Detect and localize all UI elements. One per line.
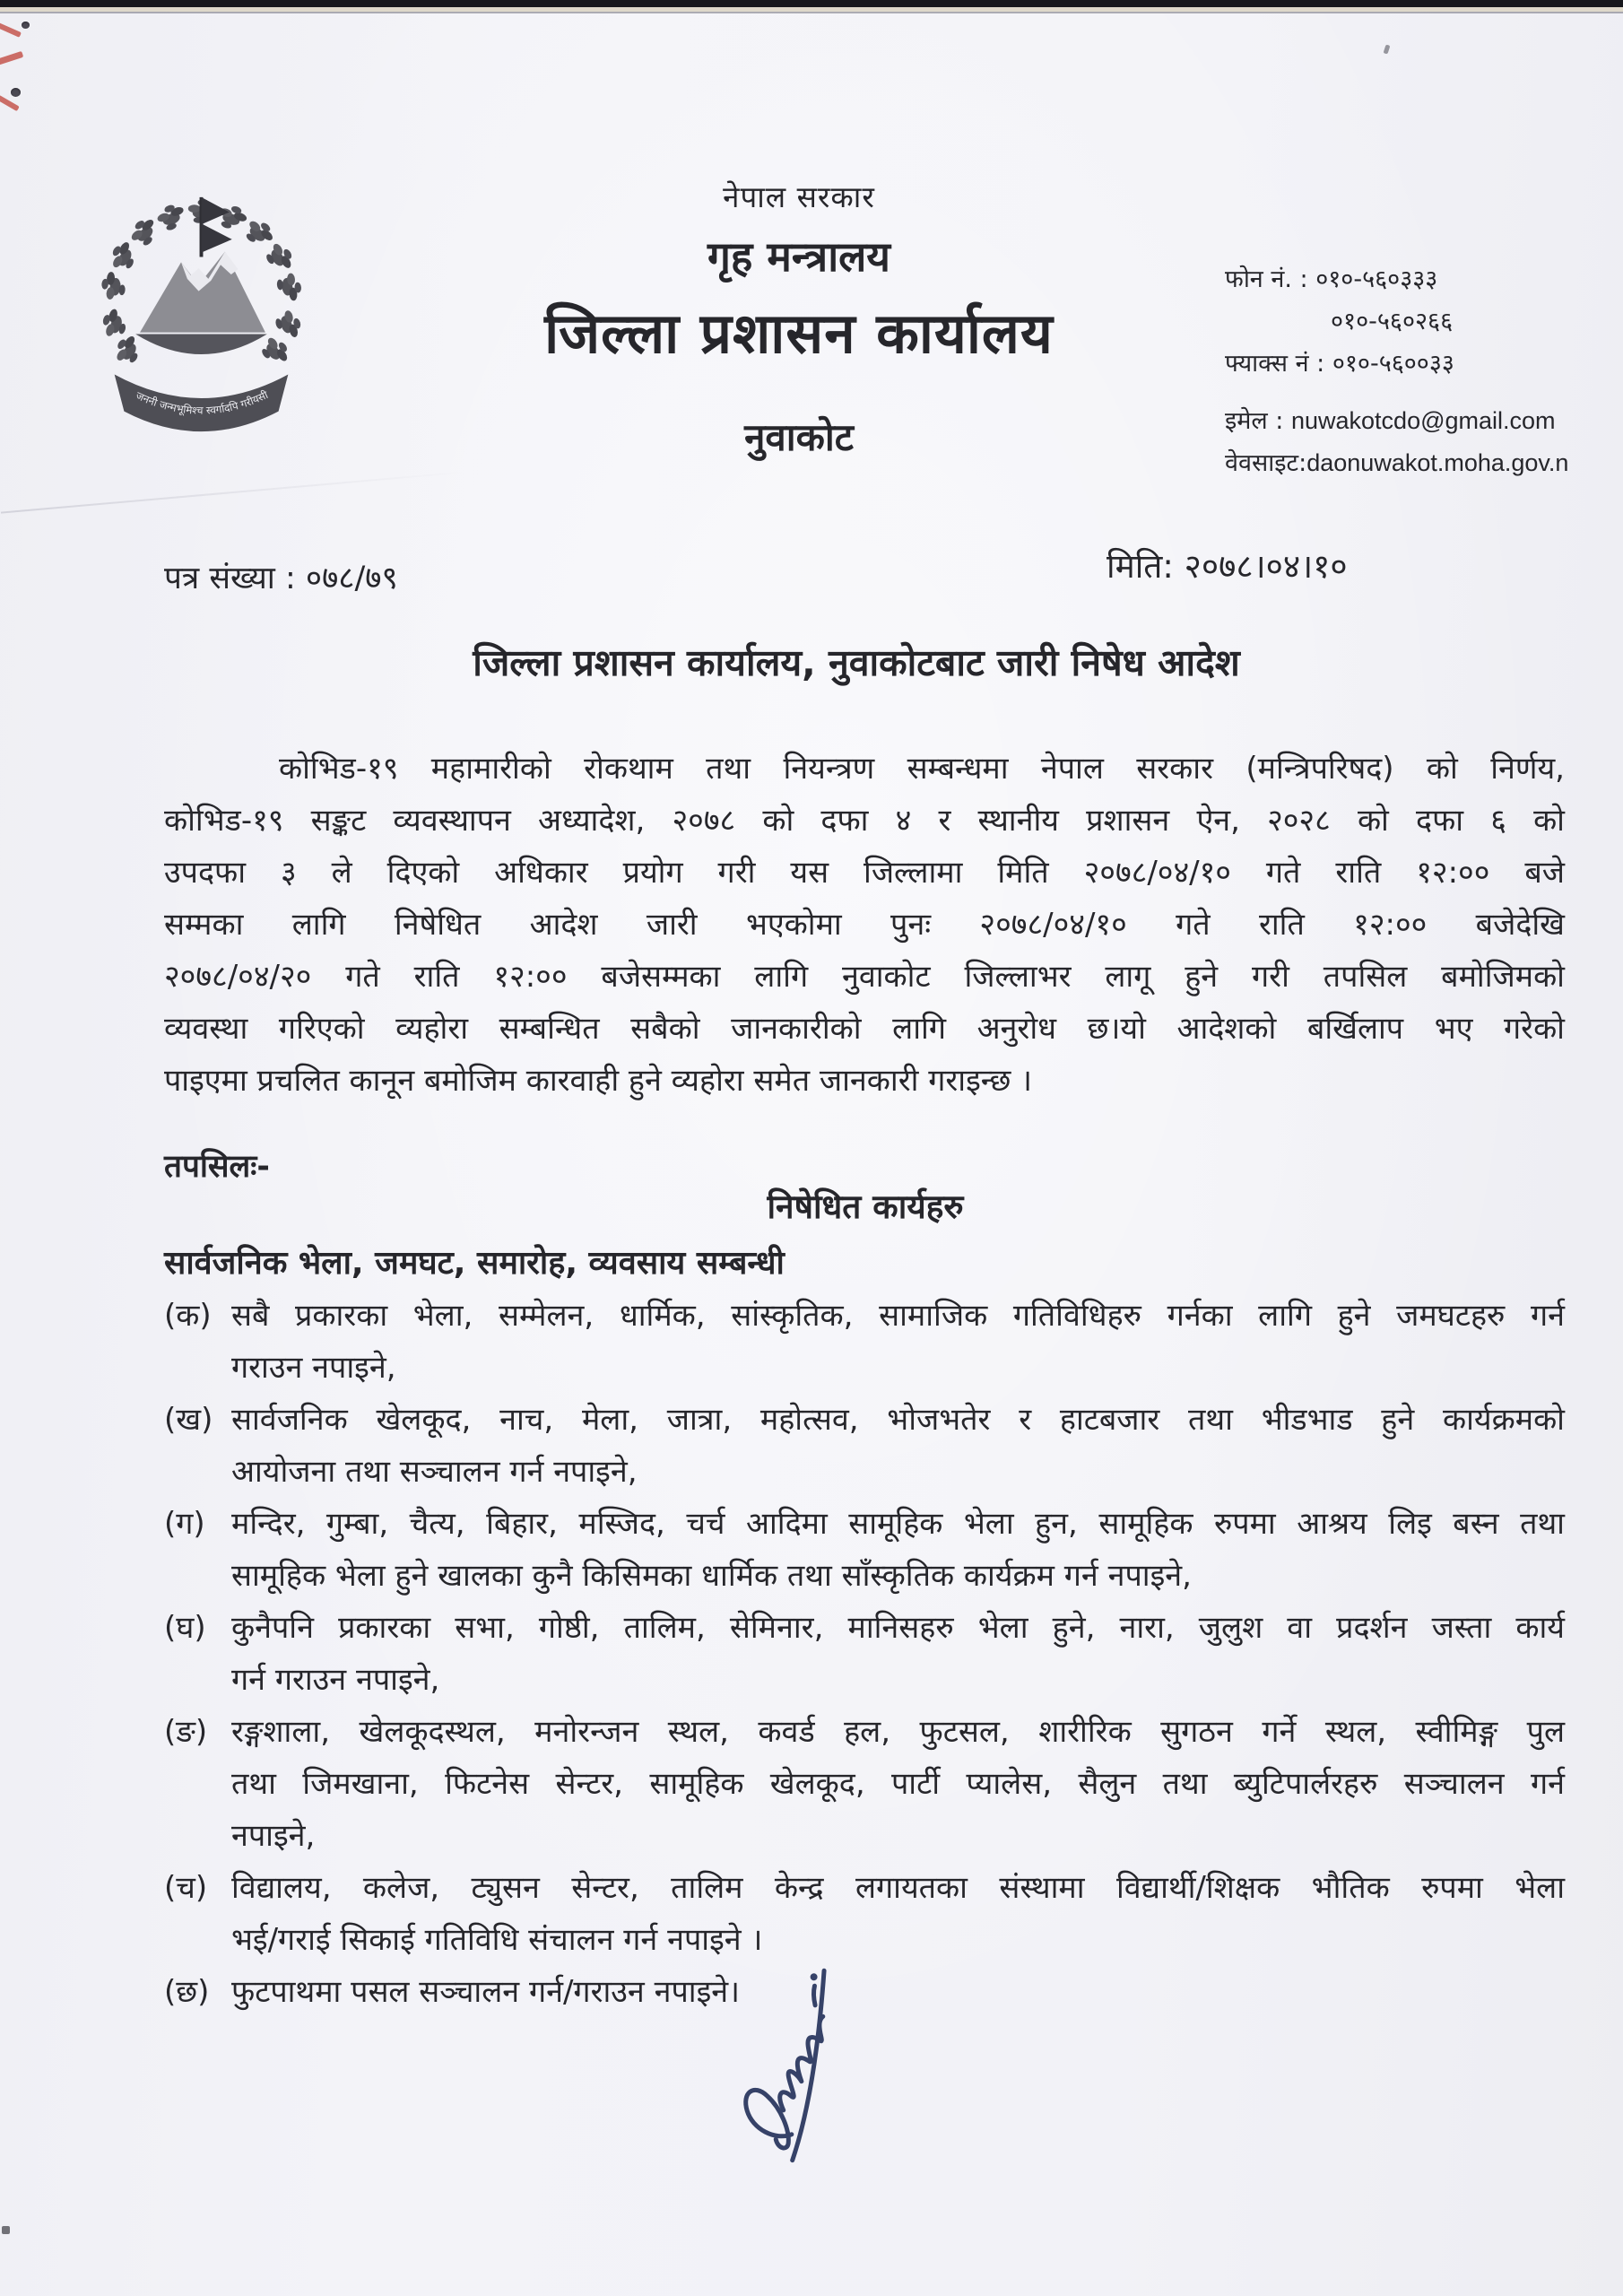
item-line: भई/गराई सिकाई गतिविधि संचालन गर्न नपाइने । [231, 1922, 763, 1958]
list-item [164, 1706, 1565, 1862]
item-lines [231, 1706, 1565, 1862]
document-title: जिल्ला प्रशासन कार्यालय, नुवाकोटबाट जारी निषेध आदेश [473, 641, 1240, 684]
item-label: (च) [164, 1870, 208, 1906]
scan-speck [2, 2226, 10, 2234]
body-line: उपदफा ३ ले दिएको अधिकार प्रयोग गरी यस जिल्लामा मिति २०७८/०४/१० गते राति १२:०० बजे [164, 855, 1565, 891]
item-lines [231, 1498, 1565, 1602]
item-label: (ङ) [164, 1714, 208, 1750]
item-label: (घ) [164, 1610, 206, 1646]
item-line: गराउन नपाइने, [231, 1350, 396, 1386]
body-paragraph [164, 743, 1565, 1107]
letter-number-line [164, 556, 398, 598]
contact-block [1225, 258, 1568, 484]
item-line: कुनैपनि प्रकारका सभा, गोष्ठी, तालिम, सेमिनार, मानिसहरु भेला हुने, नारा, जुलुश वा प्रदर्शन जस्ता कार्य [231, 1610, 1565, 1646]
item-lines [231, 1602, 1565, 1706]
item-line: मन्दिर, गुम्बा, चैत्य, बिहार, मस्जिद, चर्च आदिमा सामूहिक भेला हुन, सामूहिक रुपमा आश्रय लिइ बस्न तथा [231, 1506, 1565, 1542]
body-line: सम्मका लागि निषेधित आदेश जारी भएकोमा पुनः २०७८/०४/१० गते राति १२:०० बजेदेखि [164, 907, 1565, 943]
paper-crease [1, 471, 465, 513]
item-lines [231, 1394, 1565, 1498]
item-label: (ग) [164, 1506, 205, 1542]
fax-label: फ्याक्स नं : [1225, 350, 1325, 378]
emblem-motto: जननी जन्मभूमिश्च स्वर्गादपि गरीयसी [134, 388, 271, 417]
website-line [1225, 442, 1568, 484]
item-line: तथा जिमखाना, फिटनेस सेन्टर, सामूहिक खेलकूद, पार्टी प्यालेस, सैलुन तथा ब्युटिपार्लरहरु सञ्चालन गर्न [231, 1766, 1565, 1802]
section-heading: निषेधित कार्यहरु [767, 1187, 964, 1226]
item-line: आयोजना तथा सञ्चालन गर्न नपाइने, [231, 1454, 638, 1490]
tapasil-label: तपसिलः- [164, 1149, 270, 1185]
phone-number-2: ०१०-५६०२६६ [1331, 308, 1454, 335]
item-line: रङ्गशाला, खेलकूदस्थल, मनोरन्जन स्थल, कवर्ड हल, फुटसल, शारीरिक सुगठन गर्ने स्थल, स्वीमिङ्ग पुल [231, 1714, 1565, 1750]
fax-line [1225, 343, 1568, 385]
item-label: (छ) [164, 1974, 210, 2010]
letter-number-label: पत्र संख्या : [164, 561, 296, 596]
scan-edge-band [0, 7, 1623, 12]
date-label: मिति: [1107, 547, 1174, 586]
item-lines [231, 1290, 1565, 1394]
item-line: विद्यालय, कलेज, ट्युसन सेन्टर, तालिम केन्द्र लगायतका संस्थामा विद्यार्थी/शिक्षक भौतिक रुपमा भेला [231, 1870, 1565, 1906]
body-line: कोभिड-१९ सङ्कट व्यवस्थापन अध्यादेश, २०७८ को दफा ४ र स्थानीय प्रशासन ऐन, २०२८ को दफा ६ को [164, 803, 1565, 839]
item-line: नपाइने, [231, 1818, 316, 1854]
list-item [164, 1394, 1565, 1498]
list-item [164, 1290, 1565, 1394]
ministry-name: गृह मन्त्रालय [707, 232, 890, 281]
office-name: जिल्ला प्रशासन कार्यालय [544, 300, 1054, 366]
subsection-heading: सार्वजनिक भेला, जमघट, समारोह, व्यवसाय सम्बन्धी [164, 1245, 785, 1282]
website-address: daonuwakot.moha.gov.n [1306, 449, 1569, 476]
red-pen-mark [0, 51, 23, 66]
scan-speck [1384, 44, 1391, 54]
red-pen-mark [0, 95, 20, 111]
list-item [164, 1498, 1565, 1602]
body-line: २०७८/०४/२० गते राति १२:०० बजेसम्मका लागि नुवाकोट जिल्लाभर लागू हुने गरी तपसिल बमोजिमको [164, 959, 1565, 995]
phone-number-1: ०१०-५६०३३३ [1315, 265, 1438, 293]
government-name: नेपाल सरकार [723, 179, 875, 214]
phone-label: फोन नं. : [1225, 265, 1308, 293]
item-line: सबै प्रकारका भेला, सम्मेलन, धार्मिक, सांस्कृतिक, सामाजिक गतिविधिहरु गर्नका लागि हुने जमघटहरु गर्न [231, 1298, 1565, 1334]
email-line [1225, 400, 1568, 442]
item-line: गर्न गराउन नपाइने, [231, 1662, 440, 1698]
item-line: सामूहिक भेला हुने खालका कुनै किसिमका धार्मिक तथा साँस्कृतिक कार्यक्रम गर्न नपाइने, [231, 1558, 1192, 1594]
item-label: (ख) [164, 1402, 213, 1438]
body-line: पाइएमा प्रचलित कानून बमोजिम कारवाही हुने व्यहोरा समेत जानकारी गराइन्छ । [164, 1063, 1033, 1099]
date-value: २०७८।०४।१० [1184, 547, 1348, 586]
date-line [1107, 542, 1348, 587]
punch-hole [11, 88, 21, 97]
item-line: फुटपाथमा पसल सञ्चालन गर्न/गराउन नपाइने। [231, 1974, 741, 2010]
email-label: इमेल : [1225, 407, 1284, 435]
phone-line-2 [1225, 300, 1568, 343]
email-address: nuwakotcdo@gmail.com [1290, 407, 1556, 434]
website-label: वेवसाइट: [1225, 449, 1307, 477]
scan-edge-band [0, 0, 1623, 7]
red-pen-mark [0, 22, 22, 38]
item-label: (क) [164, 1298, 212, 1334]
district-name: नुवाकोट [744, 415, 854, 459]
list-item [164, 1602, 1565, 1706]
body-line: कोभिड-१९ महामारीको रोकथाम तथा नियन्त्रण सम्बन्धमा नेपाल सरकार (मन्त्रिपरिषद) को निर्णय, [279, 751, 1565, 787]
fax-number: ०१०-५६००३३ [1332, 350, 1454, 378]
body-line: व्यवस्था गरिएको व्यहोरा सम्बन्धित सबैको जानकारीको लागि अनुरोध छ।यो आदेशको बर्खिलाप भए गरेको [164, 1011, 1565, 1047]
phone-line-1 [1225, 258, 1568, 300]
item-line: सार्वजनिक खेलकूद, नाच, मेला, जात्रा, महोत्सव, भोजभतेर र हाटबजार तथा भीडभाड हुने कार्यक्रमको [231, 1402, 1565, 1438]
scan-edge-band [0, 12, 1623, 13]
punch-hole [22, 22, 30, 29]
letter-number-value: ०७८/७९ [305, 561, 398, 596]
